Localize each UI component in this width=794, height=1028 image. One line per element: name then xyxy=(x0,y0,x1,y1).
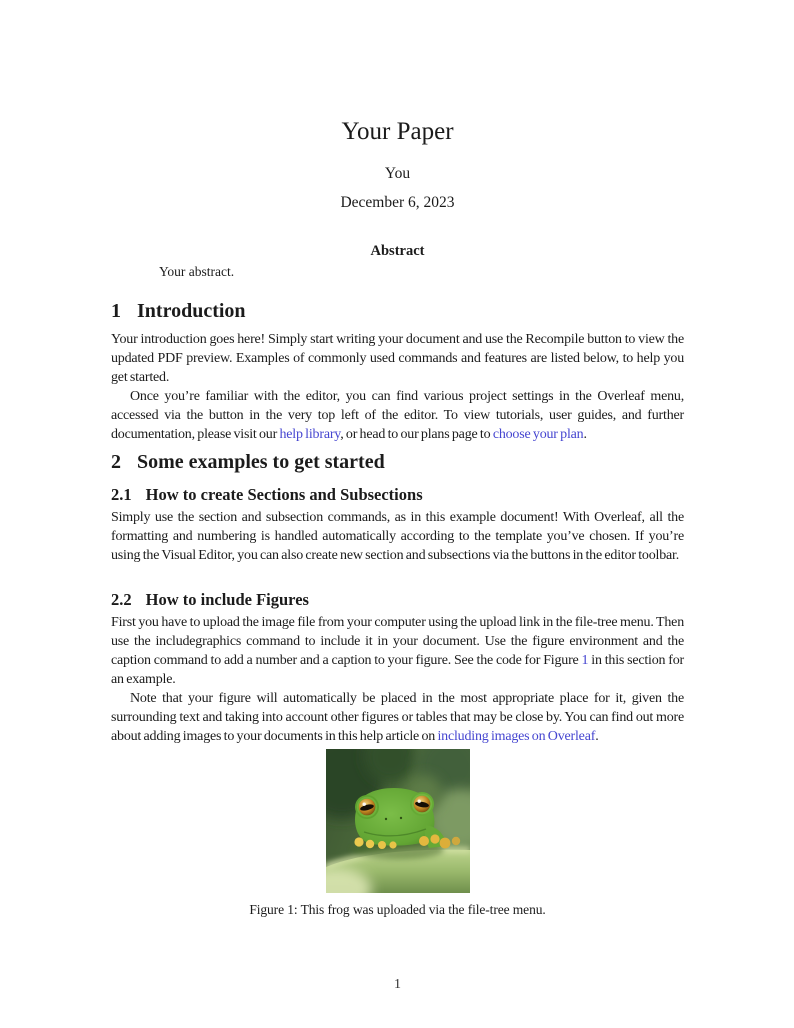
frog-photo xyxy=(326,749,470,893)
figures-p1-text-end: in this section for an example. xyxy=(111,653,685,687)
figures-p1-text: First you have to upload the image file from your computer using the upload link in the file-tree menu. Then use the includegraphics command to include it in your document. Use the figure environment and the caption command to add a number and a caption to your figure. See the code for Figure xyxy=(111,615,684,668)
sections-paragraph: Simply use the section and subsection commands, as in this example document! With Overleaf, all the formatting and numbering is handled automatically according to the template you’ve chosen. If you’re using the Visual Editor, you can also create new section and subsections via the buttons in the editor toolbar. xyxy=(111,510,684,563)
help-library-link[interactable]: help library xyxy=(279,427,341,442)
figures-paragraph-2 xyxy=(111,689,684,746)
intro-p2-text-mid: , or head to our plans page to xyxy=(340,427,493,442)
subsection-2-2-title: How to include Figures xyxy=(145,590,309,609)
figures-p2-text: Note that your figure will automatically be placed in the most appropriate place for it, given the surrounding text and taking into account other figures or tables that may be close by. You can find out more about adding images to your documents in this help article on xyxy=(111,691,684,744)
including-images-link[interactable]: including images on Overleaf xyxy=(437,729,596,744)
intro-p2-text-end: . xyxy=(583,427,587,442)
page-number: 1 xyxy=(394,977,401,992)
section-1-heading xyxy=(111,299,684,324)
section-2-title: Some examples to get started xyxy=(137,451,385,473)
abstract-text: Your abstract. xyxy=(159,264,235,279)
abstract-heading: Abstract xyxy=(370,243,425,259)
figure-1-caption: Figure 1: This frog was uploaded via the file-tree menu. xyxy=(249,902,546,917)
figures-paragraph-1 xyxy=(111,613,684,689)
subsection-2-1-number: 2.1 xyxy=(111,485,132,504)
subsection-2-1-heading xyxy=(111,484,684,505)
intro-paragraph-2 xyxy=(111,387,684,444)
intro-p2-text: Once you’re familiar with the editor, you can find various project settings in the Overleaf menu, accessed via the button in the very top left of the editor. To view tutorials, user guides, and further documentation, please visit our xyxy=(111,389,684,442)
introduction-paragraphs xyxy=(111,330,684,444)
subsection-2-1-title: How to create Sections and Subsections xyxy=(145,485,423,504)
intro-paragraph-1: Your introduction goes here! Simply start writing your document and use the Recompile button to view the updated PDF preview. Examples of commonly used commands and features are listed below, to help you get started. xyxy=(111,332,684,385)
section-1-number: 1 xyxy=(111,300,121,322)
subsection-2-2-paragraphs xyxy=(111,613,684,746)
figures-p2-text-end: . xyxy=(595,729,599,744)
choose-your-plan-link[interactable]: choose your plan xyxy=(492,427,584,442)
subsection-2-2-heading xyxy=(111,589,684,610)
paper-author: You xyxy=(384,165,411,182)
section-1-title: Introduction xyxy=(137,300,246,322)
paper-title: Your Paper xyxy=(341,118,454,145)
subsection-2-1-paragraphs xyxy=(111,508,684,565)
figure-1-reference-link[interactable]: 1 xyxy=(581,653,589,668)
paper-date: December 6, 2023 xyxy=(340,194,455,211)
subsection-2-2-number: 2.2 xyxy=(111,590,132,609)
section-2-number: 2 xyxy=(111,451,121,473)
section-2-heading xyxy=(111,450,684,475)
figure-1 xyxy=(111,749,684,898)
